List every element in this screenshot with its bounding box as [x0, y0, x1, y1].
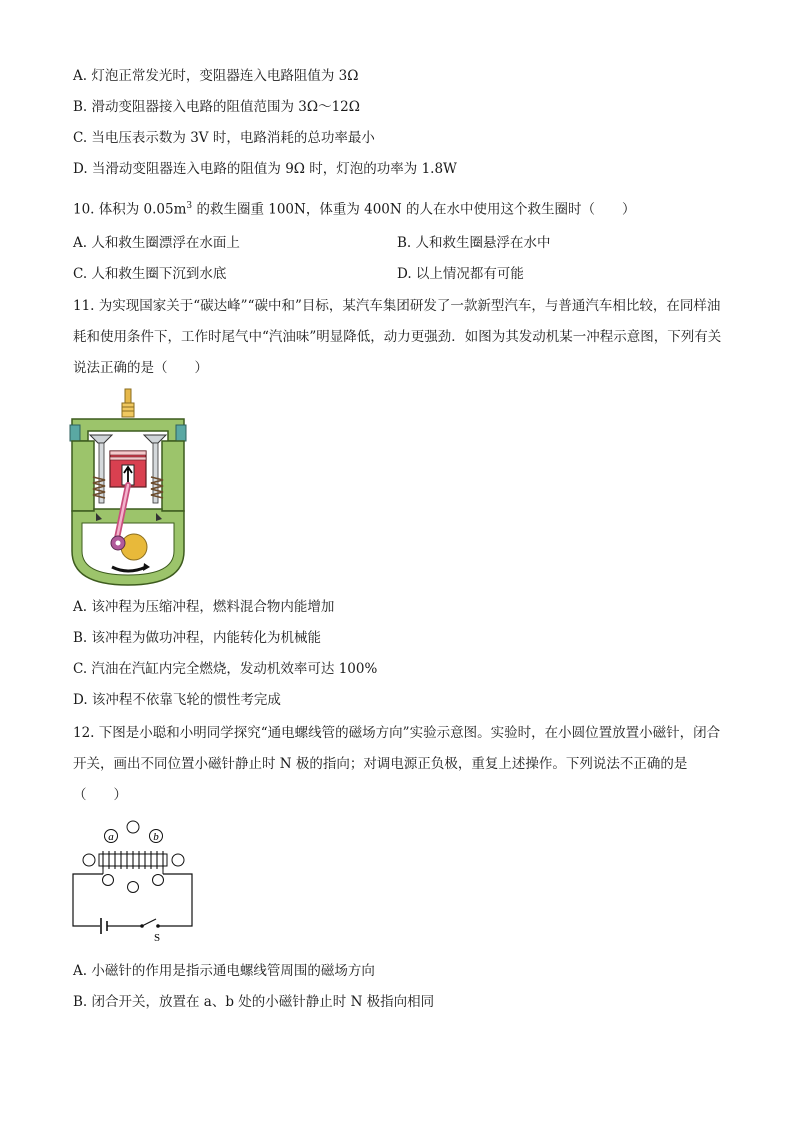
combustion-chamber	[108, 441, 148, 451]
label-a: a	[108, 831, 114, 843]
compass-bottom-middle	[128, 882, 139, 893]
q9-option-a: A. 灯泡正常发光时，变阻器连入电路阻值为 3Ω	[73, 68, 359, 84]
q10-stem-prefix: 10. 体积为 0.05m	[73, 201, 187, 218]
exhaust-port	[176, 425, 186, 441]
spark-plug-top	[125, 389, 131, 403]
cylinder-head	[72, 419, 184, 441]
compass-top	[127, 821, 139, 833]
label-b: b	[153, 831, 159, 843]
q9-option-d: D. 当滑动变阻器连入电路的阻值为 9Ω 时，灯泡的功率为 1.8W	[73, 161, 457, 177]
q9-option-c: C. 当电压表示数为 3V 时，电路消耗的总功率最小	[73, 130, 375, 146]
label-s: S	[153, 932, 161, 943]
compass-right-end	[172, 854, 184, 866]
q11-option-d: D. 该冲程不依靠飞轮的惯性考完成	[73, 692, 281, 708]
engine-diagram	[68, 385, 193, 590]
cylinder-wall-left	[72, 441, 94, 511]
q12-option-a: A. 小磁针的作用是指示通电螺线管周围的磁场方向	[73, 963, 375, 979]
compass-left-end	[83, 854, 95, 866]
solenoid-circuit-diagram	[70, 818, 200, 943]
spark-plug-body	[122, 403, 134, 417]
q11-option-c: C. 汽油在汽缸内完全燃烧，发动机效率可达 100%	[73, 661, 378, 677]
q10-option-c: C. 人和救生圈下沉到水底	[73, 266, 227, 282]
compass-bottom-left	[103, 875, 114, 886]
intake-port	[70, 425, 80, 441]
q11-option-b: B. 该冲程为做功冲程，内能转化为机械能	[73, 630, 322, 646]
q11-option-a: A. 该冲程为压缩冲程，燃料混合物内能增加	[73, 599, 335, 615]
q9-option-b: B. 滑动变阻器接入电路的阻值范围为 3Ω～12Ω	[73, 99, 360, 115]
q10-option-b: B. 人和救生圈悬浮在水中	[397, 235, 551, 251]
battery-icon	[101, 918, 107, 934]
q10-option-d: D. 以上情况都有可能	[397, 266, 524, 282]
q10-stem-sup: 3	[186, 201, 193, 211]
q10-stem-suffix: 的救生圈重 100N，体重为 400N 的人在水中使用这个救生圈时（ ）	[192, 201, 636, 218]
q10-option-a: A. 人和救生圈漂浮在水面上	[73, 235, 240, 251]
q10-stem	[73, 196, 635, 220]
q11-stem: 11. 为实现国家关于“碳达峰”“碳中和”目标，某汽车集团研发了一款新型汽车，与普通汽车相比较，在同样油耗和使用条件下，工作时尾气中“汽油味”明显降低，动力更强劲．如图为其发动机某一冲程示意图，下列有关说法正确的是（ ）	[73, 298, 722, 376]
cylinder-wall-right	[162, 441, 184, 511]
compass-bottom-right	[153, 875, 164, 886]
q12-stem: 12. 下图是小聪和小明同学探究“通电螺线管的磁场方向”实验示意图。实验时，在小圆位置放置小磁针，闭合开关，画出不同位置小磁针静止时 N 极的指向；对调电源正负极，重复上述操作。下列说法不正确的是（ ）	[73, 725, 721, 803]
crank-disc	[121, 534, 147, 560]
q12-option-b: B. 闭合开关，放置在 a、b 处的小磁针静止时 N 极指向相同	[73, 994, 435, 1010]
switch-icon	[142, 919, 156, 926]
